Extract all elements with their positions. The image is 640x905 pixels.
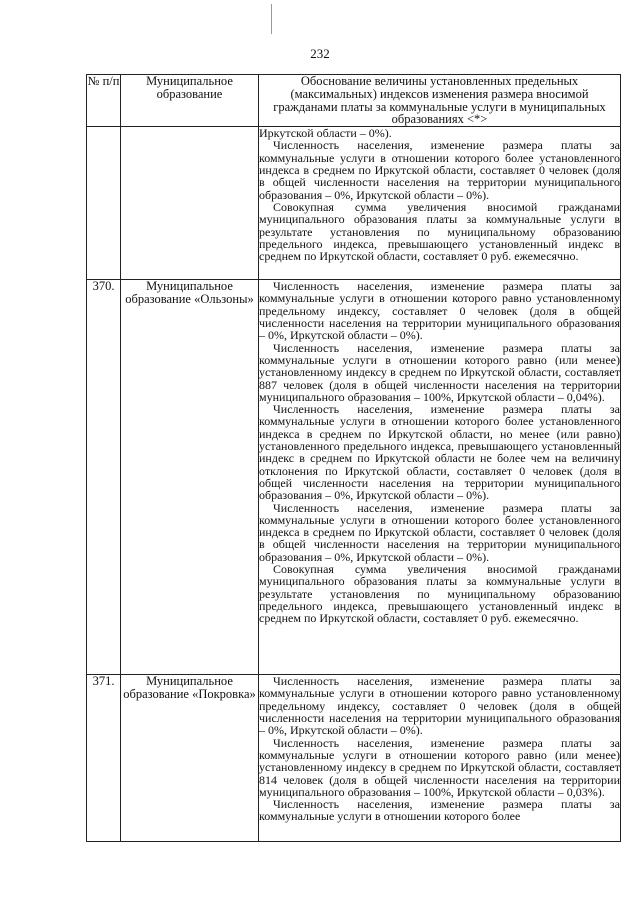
index-table [86, 74, 621, 842]
header-municipality: Муниципальное образование [121, 75, 259, 127]
rationale-paragraph: Численность населения, изменение размера платы за коммунальные услуги в отношении которого более [259, 797, 620, 824]
page-number: 232 [310, 46, 330, 61]
rationale-paragraph: Численность населения, изменение размера платы за коммунальные услуги в отношении которого равно (или менее) установленному индексу в среднем по Иркутской области, составляет 887 человек (доля в общей численности населения на территории муниципального образования – 100%, Иркутской области – 0,04%). [259, 340, 620, 404]
row-number: 371. [87, 675, 121, 842]
table-header-row [87, 75, 621, 127]
table-row [87, 280, 621, 675]
rationale-paragraph: Численность населения, изменение размера платы за коммунальные услуги в отношении которого более установленного индекса в среднем по Иркутской области, составляет 0 человек (доля в общей численности населения на территории муниципального образования – 0%, Иркутской области – 0%). [259, 500, 620, 564]
scan-artifact-line [271, 4, 272, 34]
rationale-paragraph: Совокупная сумма увеличения вносимой гражданами муниципального образования платы за коммунальные услуги в результате установления по муниципальному образованию предельного индекса, превышающего установленный индекс в среднем по Иркутской области, составляет 0 руб. ежемесячно. [259, 562, 620, 626]
row-rationale [259, 127, 621, 280]
table-row [87, 675, 621, 842]
row-municipality [121, 127, 259, 280]
rationale-paragraph: Численность населения, изменение размера платы за коммунальные услуги в отношении которого равно установленному предельному индексу, составляет 0 человек (доля в общей численности населения на территории муниципального образования – 0%, Иркутской области – 0%). [259, 279, 620, 343]
rationale-paragraph: Численность населения, изменение размера платы за коммунальные услуги в отношении которого более установленного индекса в среднем по Иркутской области, составляет 0 человек (доля в общей численности населения на территории муниципального образования – 0%, Иркутской области – 0%). [259, 138, 620, 202]
row-rationale [259, 280, 621, 675]
row-municipality: Муниципальное образование «Покровка» [121, 675, 259, 842]
row-number: 370. [87, 280, 121, 675]
rationale-paragraph: Иркутской области – 0%). [259, 126, 392, 141]
rationale-paragraph: Численность населения, изменение размера платы за коммунальные услуги в отношении которого более установленного индекса в среднем по Иркутской области, но менее (или равно) установленного предельного индекса, превышающего установленный индекс в среднем по Иркутской области не более чем на величину отклонения по Иркутской области, составляет 0 человек (доля в общей численности населения на территории муниципального образования – 0%, Иркутской области – 0%). [259, 402, 620, 503]
row-municipality: Муниципальное образование «Ользоны» [121, 280, 259, 675]
header-rationale: Обоснование величины установленных предельных (максимальных) индексов изменения размера вносимой гражданами платы за коммунальные услуги в муниципальных образованиях <*> [259, 75, 621, 127]
row-number [87, 127, 121, 280]
rationale-paragraph: Численность населения, изменение размера платы за коммунальные услуги в отношении которого равно установленному предельному индексу, составляет 0 человек (доля в общей численности населения на территории муниципального образования – 0%, Иркутской области – 0%). [259, 674, 620, 738]
rationale-paragraph: Численность населения, изменение размера платы за коммунальные услуги в отношении которого равно (или менее) установленному индексу в среднем по Иркутской области, составляет 814 человек (доля в общей численности населения на территории муниципального образования – 100%, Иркутской области – 0,03%). [259, 735, 620, 799]
row-rationale [259, 675, 621, 842]
table-row [87, 127, 621, 280]
header-num: № п/п [87, 75, 121, 127]
rationale-paragraph: Совокупная сумма увеличения вносимой гражданами муниципального образования платы за коммунальные услуги в результате установления по муниципальному образованию предельного индекса, превышающего установленный индекс в среднем по Иркутской области, составляет 0 руб. ежемесячно. [259, 199, 620, 264]
